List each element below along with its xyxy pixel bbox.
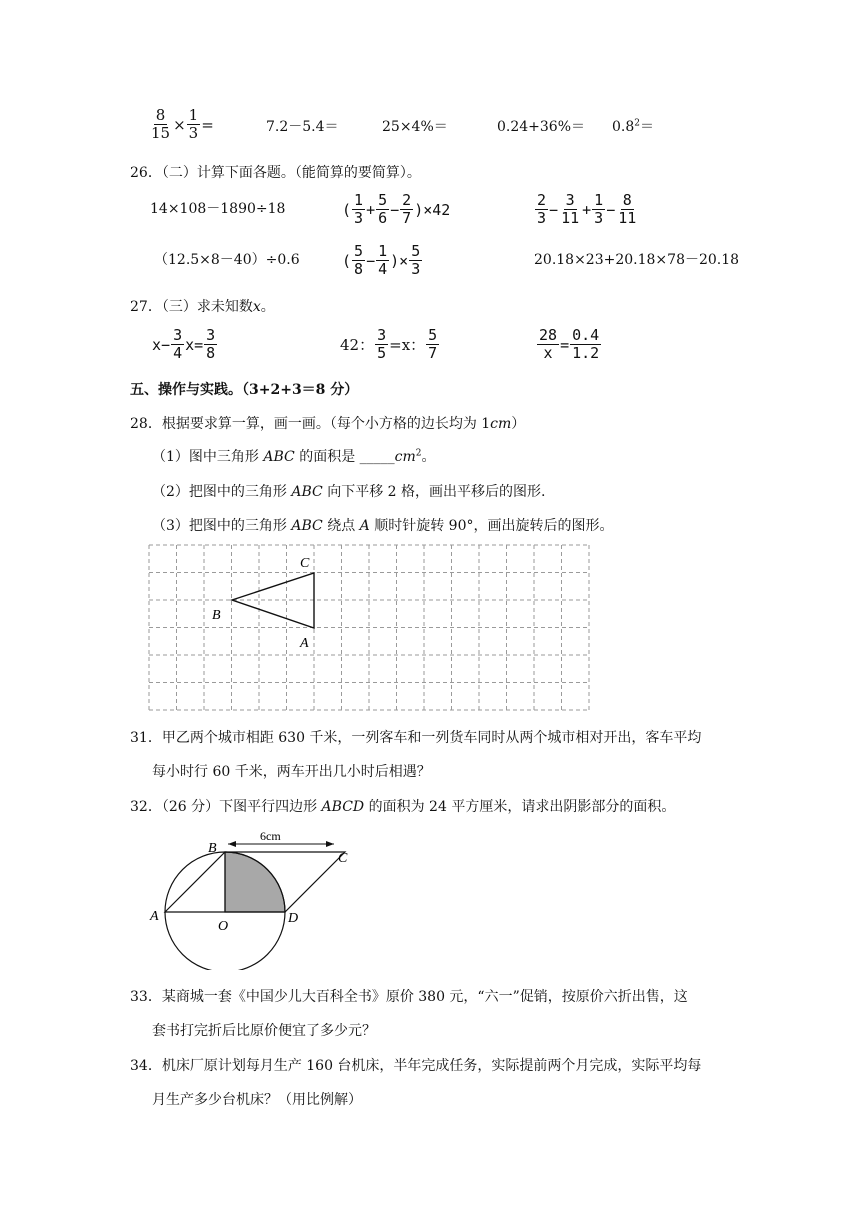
label-o: O bbox=[218, 919, 229, 934]
shaded-quarter-circle bbox=[225, 852, 285, 912]
fraction: $\frac{1}{3}$ bbox=[188, 106, 199, 142]
q27-equation-a: x− $\frac{3}{4}$ x= $\frac{3}{8}$ bbox=[152, 326, 216, 362]
q26-expr-f: 20.18×23+20.18×78－20.18 bbox=[534, 252, 740, 268]
q34-line2: 月生产多少台机床？（用比例解） bbox=[152, 1092, 362, 1108]
mental-calc-item-1: $\frac{8}{15}$ × $\frac{1}{3}$ = bbox=[151, 106, 214, 142]
q26-expr-e: ( $\frac{5}{8}$ − $\frac{1}{4}$ )× $\frac{5}{3}$ bbox=[342, 242, 421, 278]
q27-equation-b: 42： $\frac{3}{5}$ =x： $\frac{5}{7}$ bbox=[340, 326, 438, 362]
label-d: D bbox=[288, 911, 299, 926]
q28-sub1: （1）图中三角形 ABC 的面积是 $\_\_\_\_\_cm^2$。 bbox=[152, 448, 436, 465]
mental-calc-item-4: 0.24+36%＝ bbox=[497, 119, 586, 135]
q27-equation-c: $\frac{28}{x}$ = $\frac{0.4}{1.2}$ bbox=[539, 326, 600, 362]
q34-line1: 34．机床厂原计划每月生产 160 台机床，半年完成任务，实际提前两个月完成，实际平均每 bbox=[130, 1058, 702, 1074]
label-b: B bbox=[208, 841, 217, 856]
q26-expr-c: $\frac{2}{3}$ − $\frac{3}{11}$ + $\frac{1}{3}$ − $\frac{8}{11}$ bbox=[537, 191, 637, 227]
q31-line2: 每小时行 60 千米，两车开出几小时后相遇？ bbox=[152, 764, 431, 780]
q26-expr-d: （12.5×8－40）÷0.6 bbox=[154, 252, 300, 268]
q33-line2: 套书打完折后比原价便宜了多少元？ bbox=[152, 1023, 376, 1039]
q28-heading: 28．根据要求算一算，画一画。（每个小方格的边长均为 1cm） bbox=[130, 416, 526, 432]
q27-heading: 27．（三）求未知数x。 bbox=[130, 299, 275, 315]
q31-line1: 31．甲乙两个城市相距 630 千米，一列客车和一列货车同时从两个城市相对开出，客车平均 bbox=[130, 730, 702, 746]
q26-expr-b: ( $\frac{1}{3}$ + $\frac{5}{6}$ − $\frac{2}{7}$ )×42 bbox=[342, 191, 451, 227]
mental-calc-item-3: 25×4%＝ bbox=[382, 119, 448, 135]
label-c: C bbox=[300, 556, 310, 571]
label-c: C bbox=[338, 851, 348, 866]
label-b: B bbox=[212, 608, 221, 623]
triangle-abc bbox=[232, 573, 314, 628]
fraction: $\frac{8}{15}$ bbox=[151, 106, 171, 142]
section-title: 五、操作与实践。（3+2+3＝8 分） bbox=[130, 382, 359, 398]
q26-heading: 26．（二）计算下面各题。（能简算的要简算）。 bbox=[130, 165, 421, 181]
mental-calc-item-5: $0.8^2=$ bbox=[612, 118, 654, 135]
dimension-label: 6cm bbox=[260, 830, 281, 843]
parallelogram-figure bbox=[148, 830, 363, 970]
grid-figure bbox=[148, 544, 590, 712]
mental-calc-item-2: 7.2－5.4＝ bbox=[266, 119, 339, 135]
q32-text: 32．（26 分）下图平行四边形 ABCD 的面积为 24 平方厘米，请求出阴影部分的面积。 bbox=[130, 799, 676, 815]
label-a: A bbox=[150, 909, 159, 924]
q26-expr-a: 14×108－1890÷18 bbox=[150, 201, 286, 217]
label-a: A bbox=[300, 636, 309, 651]
answer-blank[interactable]: _____ bbox=[359, 449, 395, 465]
q33-line1: 33．某商城一套《中国少儿大百科全书》原价 380 元，“六一”促销，按原价六折出售，这 bbox=[130, 989, 688, 1005]
dashed-grid bbox=[149, 545, 589, 710]
q28-sub3: （3）把图中的三角形 ABC 绕点 A 顺时针旋转 90°，画出旋转后的图形。 bbox=[152, 518, 614, 534]
q28-sub2: （2）把图中的三角形 ABC 向下平移 2 格，画出平移后的图形. bbox=[152, 484, 546, 500]
